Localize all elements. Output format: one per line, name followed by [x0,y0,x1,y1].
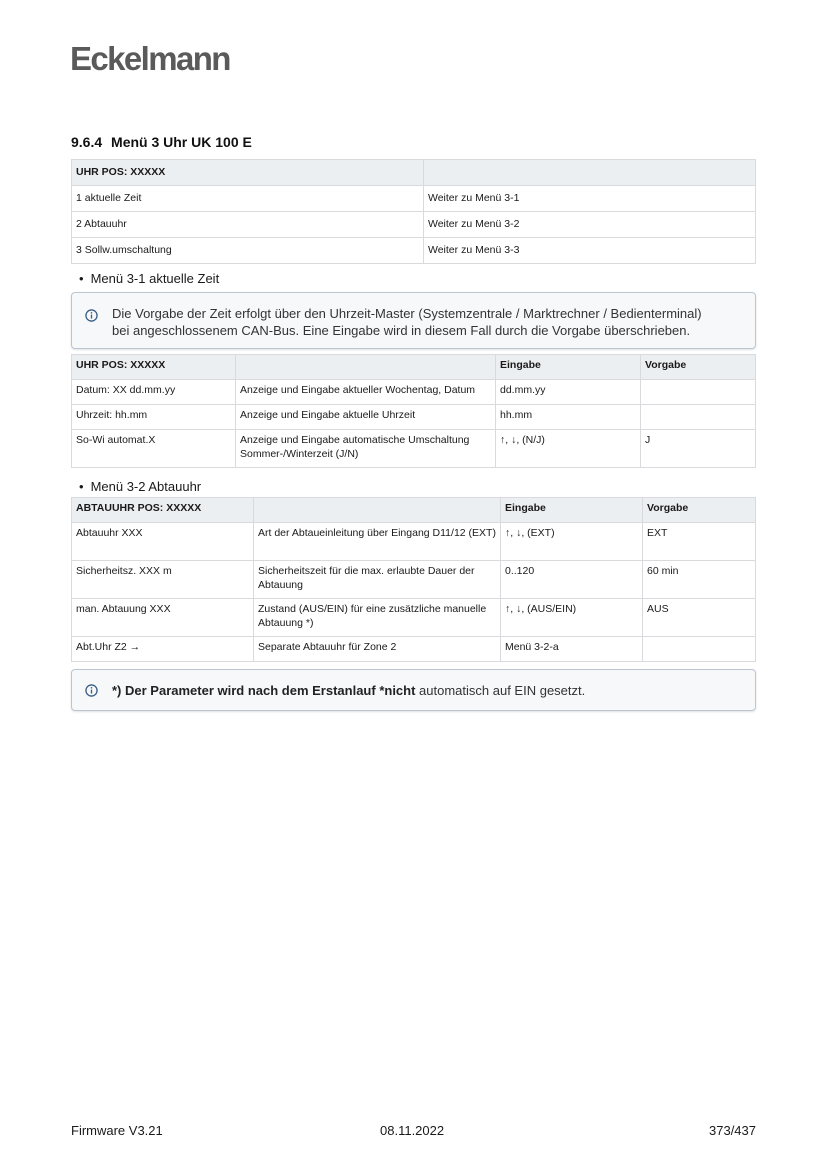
table-cell: Sicherheitsz. XXX m [72,561,254,599]
table-cell [641,380,756,405]
table-header-cell: ABTAUUHR POS: XXXXX [72,498,254,523]
table-header-cell: Eingabe [496,355,641,380]
table-cell: Anzeige und Eingabe aktuelle Uhrzeit [236,405,496,430]
table-row [72,186,756,212]
table-cell: dd.mm.yy [496,380,641,405]
table-cell: 60 min [643,561,756,599]
info-note-normal: automatisch auf EIN gesetzt. [415,683,586,698]
table-cell: Abt.Uhr Z2 → [72,637,254,662]
table-header-cell: UHR POS: XXXXX [72,355,236,380]
table-row [72,523,756,561]
table-header-cell [236,355,496,380]
table-header-cell: Eingabe [501,498,643,523]
eckelmann-logo: Eckelmann [70,40,230,77]
info-note-bold: *) Der Parameter wird nach dem Erstanlauf *nicht [112,683,416,698]
table-header-cell [254,498,501,523]
table-cell: Anzeige und Eingabe aktueller Wochentag, Datum [236,380,496,405]
table-cell: ↑, ↓, (AUS/EIN) [501,599,643,637]
table-cell: hh.mm [496,405,641,430]
bullet-item [79,479,201,494]
bullet-dot: • [79,479,84,494]
menu-table [71,159,756,264]
table-header-row [72,160,756,186]
info-note [71,292,756,349]
table-cell: EXT [643,523,756,561]
table-cell: Weiter zu Menü 3-1 [424,186,756,212]
table-row [72,380,756,405]
table-header-cell [424,160,756,186]
table-cell: man. Abtauung XXX [72,599,254,637]
table-cell: Separate Abtauuhr für Zone 2 [254,637,501,662]
footer-firmware: Firmware V3.21 [71,1123,163,1138]
table-cell: Zustand (AUS/EIN) für eine zusätzliche manuelle Abtauung *) [254,599,501,637]
table-cell: Datum: XX dd.mm.yy [72,380,236,405]
table-cell: Art der Abtaueinleitung über Eingang D11/12 (EXT) [254,523,501,561]
table-row [72,637,756,662]
table-cell: Weiter zu Menü 3-3 [424,238,756,264]
table-header-cell: Vorgabe [641,355,756,380]
time-table [71,354,756,468]
table-cell: AUS [643,599,756,637]
bullet-dot: • [79,271,84,286]
table-header-row [72,355,756,380]
table-cell: Uhrzeit: hh.mm [72,405,236,430]
table-cell: 0..120 [501,561,643,599]
table-cell: ↑, ↓, (N/J) [496,430,641,468]
table-cell: Anzeige und Eingabe automatische Umschaltung Sommer-/Winterzeit (J/N) [236,430,496,468]
table-cell: 3 Sollw.umschaltung [72,238,424,264]
info-note-text [112,305,743,339]
table-cell: 1 aktuelle Zeit [72,186,424,212]
table-cell: Menü 3-2-a [501,637,643,662]
table-row [72,238,756,264]
info-note-text [112,682,743,699]
info-note-line: Die Vorgabe der Zeit erfolgt über den Uhrzeit-Master (Systemzentrale / Marktrechner / Bedienterminal) [112,306,702,321]
bullet-text: Menü 3-1 aktuelle Zeit [90,271,220,286]
table-cell [641,405,756,430]
table-header-row [72,498,756,523]
bullet-text: Menü 3-2 Abtauuhr [90,479,202,494]
info-icon [85,684,98,697]
table-cell: Sicherheitszeit für die max. erlaubte Dauer der Abtauung [254,561,501,599]
defrost-table [71,497,756,662]
table-cell: Abtauuhr XXX [72,523,254,561]
footer-date: 08.11.2022 [380,1123,445,1138]
section-heading [71,134,252,150]
info-note-line: bei angeschlossenem CAN-Bus. Eine Eingabe wird in diesem Fall durch die Vorgabe überschrieben. [112,323,691,338]
table-row [72,430,756,468]
table-row [72,599,756,637]
table-row [72,405,756,430]
table-cell: J [641,430,756,468]
info-icon [85,309,98,322]
table-header-cell: Vorgabe [643,498,756,523]
table-cell: 2 Abtauuhr [72,212,424,238]
table-row [72,561,756,599]
table-header-cell: UHR POS: XXXXX [72,160,424,186]
table-row [72,212,756,238]
info-note [71,669,756,711]
section-title: Menü 3 Uhr UK 100 E [111,134,252,150]
bullet-item [79,271,219,286]
table-cell: Weiter zu Menü 3-2 [424,212,756,238]
table-cell [643,637,756,662]
footer-page-number: 373/437 [709,1123,756,1138]
table-cell: So-Wi automat.X [72,430,236,468]
table-cell: ↑, ↓, (EXT) [501,523,643,561]
section-number: 9.6.4 [71,134,103,150]
